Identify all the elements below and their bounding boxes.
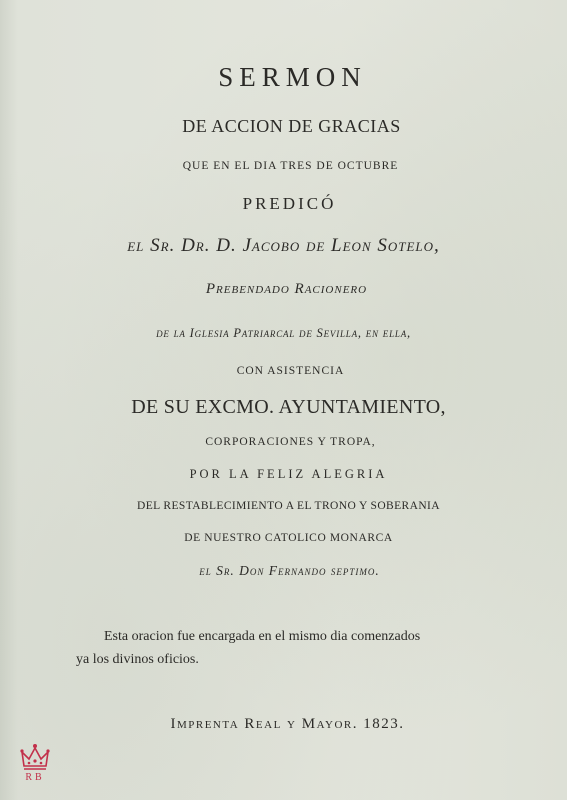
- preacher-name: el Sr. Dr. D. Jacobo de Leon Sotelo,: [127, 235, 440, 256]
- date-line: QUE EN EL DIA TRES DE OCTUBRE: [182, 160, 399, 172]
- attendance-line: CON ASISTENCIA: [236, 365, 345, 377]
- stamp-letters: RB: [25, 772, 45, 783]
- monarch-line: DE NUESTRO CATOLICO MONARCA: [184, 532, 393, 544]
- imprint-line: Imprenta Real y Mayor. 1823.: [170, 716, 405, 732]
- note-paragraph: [76, 625, 504, 671]
- subtitle: DE ACCION DE GRACIAS: [182, 116, 401, 136]
- king-name: el Sr. Don Fernando septimo.: [199, 563, 380, 578]
- preacher-office: Prebendado Racionero: [205, 281, 368, 297]
- library-stamp: [18, 742, 52, 792]
- joy-line: POR LA FELIZ ALEGRIA: [189, 467, 388, 481]
- note-line-1: Esta oracion fue encargada en el mismo dia comenzados: [104, 629, 421, 644]
- predico-line: PREDICÓ: [242, 194, 337, 213]
- council-line: DE SU EXCMO. AYUNTAMIENTO,: [131, 396, 446, 418]
- title: SERMON: [218, 62, 367, 92]
- corporations-line: CORPORACIONES Y TROPA,: [205, 436, 376, 448]
- note-line-2: ya los divinos oficios.: [76, 652, 199, 667]
- crown-icon: [18, 742, 52, 772]
- church-line: de la Iglesia Patriarcal de Sevilla, en ella,: [156, 326, 411, 340]
- restoration-line: DEL RESTABLECIMIENTO A EL TRONO Y SOBERANIA: [137, 500, 440, 512]
